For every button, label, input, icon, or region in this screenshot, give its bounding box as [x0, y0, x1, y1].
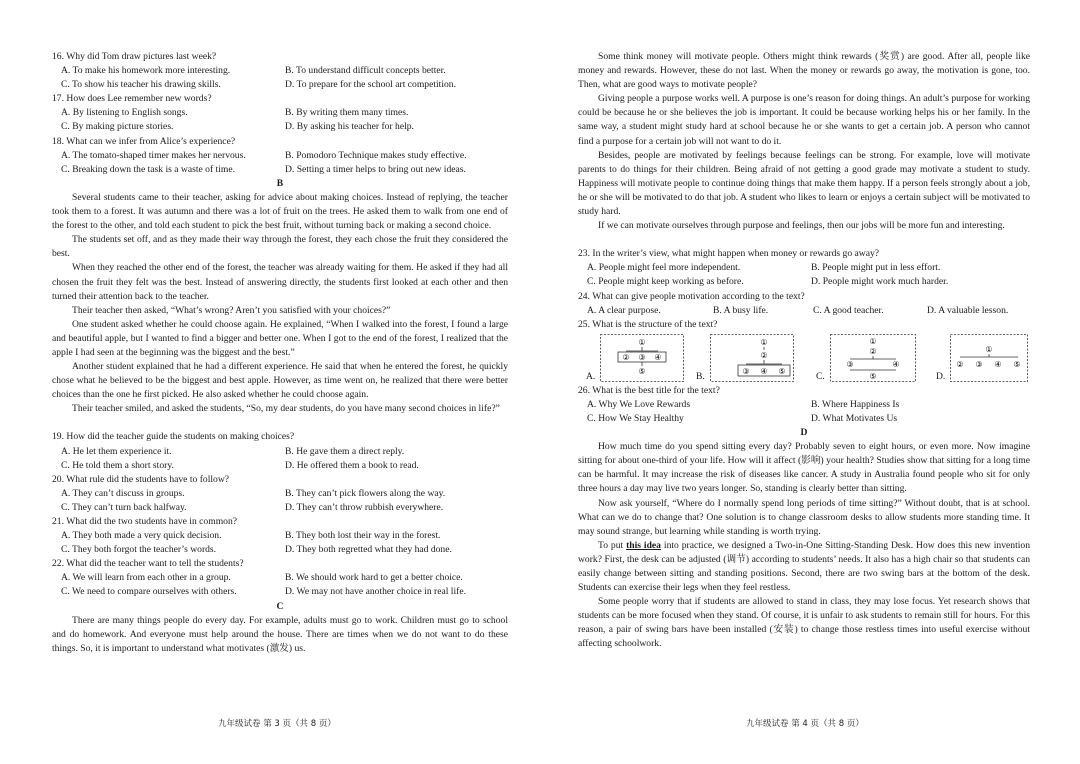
option-d[interactable]: D. They can’t throw rubbish everywhere.	[285, 501, 444, 513]
option-d[interactable]: D. What Motivates Us	[811, 412, 898, 424]
structure-option-d[interactable]	[936, 334, 1030, 384]
part-1: ①	[985, 344, 993, 354]
question-17	[52, 92, 508, 134]
structure-option-b[interactable]	[696, 334, 806, 384]
right-column	[578, 50, 1030, 652]
option-b[interactable]: B. To understand difficult concepts better.	[285, 65, 446, 77]
question-20	[52, 473, 508, 515]
question-25	[578, 318, 1030, 384]
part-4: ④	[892, 359, 900, 369]
part-4: ④	[994, 359, 1002, 369]
option-d[interactable]: D. To prepare for the school art competition.	[285, 79, 456, 91]
question-stem: 20. What rule did the students have to follow?	[52, 473, 230, 485]
part-2: ②	[869, 346, 877, 356]
option-a[interactable]: A. By listening to English songs.	[61, 107, 188, 119]
structure-diagram-a	[600, 334, 684, 382]
structure-diagram-d	[950, 334, 1028, 382]
option-c[interactable]: C. He told them a short story.	[61, 459, 174, 471]
passage-paragraph: Some think money will motivate people. Others might think rewards (奖赏) are good. After all, people like money and rewards. However, these do not last. When the money or rewards go away, the motivation is gone, too. Then, what are good ways to motivate people?	[578, 51, 1030, 91]
question-stem: 16. Why did Tom draw pictures last week?	[52, 51, 217, 62]
option-c[interactable]: C. To show his teacher his drawing skills.	[61, 79, 221, 91]
section-heading-c: C	[276, 600, 284, 612]
option-b[interactable]: B. He gave them a direct reply.	[285, 445, 405, 457]
option-d[interactable]: D. They both regretted what they had done.	[285, 544, 452, 556]
option-c[interactable]: C. They can’t turn back halfway.	[61, 501, 187, 513]
question-23	[578, 247, 1030, 289]
passage-paragraph: One student asked whether he could choose again. He explained, “When I walked into the forest, I found a large and beautiful apple, but I wanted to find a bigger and better one. When I got to the end of the forest, I realized that the apple I had seen at the beginning was the biggest and the best.”	[52, 318, 508, 358]
passage-paragraph: If we can motivate ourselves through purpose and feelings, then our jobs will be more fun and interesting.	[598, 220, 1005, 232]
passage-paragraph: Giving people a purpose works well. A purpose is one’s reason for doing things. An adult’s purpose for working could be because he or she believes the job is important. It could be because working helps his or her family. In the same way, a student might study hard at school because he or she wants to get a certain job. A person who cannot find a purpose for a certain job will not want to do it.	[578, 93, 1030, 147]
option-c[interactable]: C. They both forgot the teacher’s words.	[61, 544, 217, 556]
option-d[interactable]: D. We may not have another choice in real life.	[285, 586, 466, 598]
question-stem: 19. How did the teacher guide the students on making choices?	[52, 431, 295, 443]
option-b[interactable]: B. We should work hard to get a better choice.	[285, 572, 463, 584]
question-16	[52, 50, 508, 92]
question-22	[52, 557, 508, 599]
question-19	[52, 430, 508, 472]
option-a[interactable]: A. We will learn from each other in a group.	[61, 572, 231, 584]
part-5: ⑤	[1013, 359, 1021, 369]
part-1: ①	[638, 337, 646, 347]
part-2: ②	[622, 352, 630, 362]
option-b[interactable]: B. People might put in less effort.	[811, 262, 941, 274]
option-a[interactable]: A. To make his homework more interesting.	[61, 65, 231, 77]
passage-d	[578, 440, 1030, 651]
passage-paragraph: Some people worry that if students are allowed to stand in class, they may lose focus. Yet research shows that students can be more focused when they stand. Of course, it is unfair to ask students to remain still for hours. For this reason, a pair of swing bars have been installed (安装) to change those restless times into useful exercise without affecting schoolwork.	[578, 596, 1030, 650]
left-column	[52, 50, 508, 656]
text-run: into practice, we designed a Two-in-One Sitting-Standing Desk. How does this new invention work? First, the desk can be adjusted (调节) according to students’ needs. It also has a high chair so that students can easily change between sitting and standing positions. Second, there are two swing bars at the bottom of the desk. Students can exercise their legs when they feel restless.	[578, 539, 1030, 594]
passage-c-intro: There are many things people do every day. For example, adults must go to work. Children must go to school and do homework. And everyone must help around the house. There are times when we do not want to do these things. So, it is important to understand what motivates (激发) us.	[52, 614, 508, 654]
question-stem: 24. What can give people motivation according to the text?	[578, 290, 805, 302]
option-a[interactable]: A. Why We Love Rewards	[587, 398, 691, 410]
passage-paragraph: When they reached the other end of the forest, the teacher was already waiting for them. He asked if they had all chosen the fruit they felt was the best. Instead of answering directly, the students first looked at each other and then turned their attention back to the teacher.	[52, 262, 508, 302]
question-stem: 22. What did the teacher want to tell the students?	[52, 558, 244, 570]
text-run: To put	[598, 539, 627, 551]
option-b[interactable]: B. A busy life.	[713, 304, 769, 316]
part-3: ③	[742, 366, 750, 376]
page-footer-left: 九年级试卷 第 3 页（共 8 页）	[218, 719, 336, 729]
emphasized-phrase: this idea	[626, 539, 661, 551]
option-a[interactable]: A. A clear purpose.	[587, 304, 661, 316]
option-b[interactable]: B. Where Happiness Is	[811, 398, 900, 410]
page-footer-right: 九年级试卷 第 4 页（共 8 页）	[746, 719, 864, 729]
passage-c-continued	[578, 50, 1030, 233]
option-c[interactable]: C. People might keep working as before.	[587, 276, 744, 288]
question-21	[52, 515, 508, 557]
part-5: ⑤	[869, 371, 877, 381]
option-label: A.	[586, 370, 596, 382]
question-stem: 17. How does Lee remember new words?	[52, 93, 212, 105]
passage-paragraph: Another student explained that he had a different experience. He said that when he entered the forest, he quickly chose what he believed to be the biggest and best apple. However, as time went on, he realized that there were better choices than the one he first picked. He also asked whether he could choose again.	[52, 361, 508, 401]
section-heading-b: B	[276, 177, 284, 189]
structure-option-c[interactable]	[816, 334, 926, 384]
question-stem: 23. In the writer’s view, what might happen when money or rewards go away?	[578, 248, 880, 260]
passage-b	[52, 191, 508, 417]
passage-paragraph: Besides, people are motivated by feelings because feelings can be strong. For example, love will motivate parents to do things for their children. Being afraid of not getting a good grade may motivate a student to study. Happiness will motivate people to continue doing things that make them happy. If a person feels strongly about a job, he or she will be motivated to do that job. A student who likes to learn or enjoys a certain subject will be motivated to study hard.	[578, 149, 1030, 218]
option-b[interactable]: B. They can’t pick flowers along the way.	[285, 487, 446, 499]
passage-paragraph: How much time do you spend sitting every day? Probably seven to eight hours, or even more. Now imagine sitting for about one-third of your life. How will it affect (影响) your health? Studies show that sitting for a long time can be harmful. It may increase the risk of diseases like cancer. A study in Australia found people who sit for only three hours a day may live two years longer. So, standing is clearly better than sitting.	[578, 441, 1030, 495]
passage-paragraph: Several students came to their teacher, asking for advice about making choices. Instead of replying, the teacher took them to a forest. It was autumn and there was a lot of fruit on the trees. He asked them to walk from one end of the forest to the other, and told each student to pick the best fruit, without turning back or making a second choice.	[52, 191, 508, 232]
structure-diagrams	[578, 332, 1030, 384]
part-1: ①	[869, 336, 877, 346]
option-b[interactable]: B. Pomodoro Technique makes study effective.	[285, 149, 467, 161]
part-3: ③	[638, 352, 646, 362]
option-a[interactable]: A. They both made a very quick decision.	[61, 530, 222, 542]
part-3: ③	[846, 359, 854, 369]
passage-paragraph: Their teacher smiled, and asked the students, “So, my dear students, do you have many second choices in life?”	[72, 403, 500, 415]
question-24	[578, 290, 1030, 318]
part-3: ③	[975, 359, 983, 369]
question-stem: 18. What can we infer from Alice’s experience?	[52, 135, 236, 147]
option-label: B.	[696, 370, 705, 382]
option-label: D.	[936, 370, 946, 382]
structure-diagram-b	[710, 334, 794, 382]
structure-option-a[interactable]	[586, 334, 696, 384]
passage-paragraph	[578, 539, 1030, 595]
option-a[interactable]: A. He let them experience it.	[61, 445, 172, 457]
question-26	[578, 384, 1030, 426]
option-a[interactable]: A. The tomato-shaped timer makes her nervous.	[61, 149, 246, 161]
option-d[interactable]: D. A valuable lesson.	[927, 304, 1009, 316]
passage-paragraph: The students set off, and as they made their way through the forest, they each chose the fruit they considered the best.	[52, 234, 508, 260]
structure-diagram-c	[830, 334, 916, 382]
passage-paragraph: Their teacher then asked, “What’s wrong? Aren’t you satisfied with your choices?”	[72, 304, 391, 316]
option-a[interactable]: A. They can’t discuss in groups.	[61, 487, 185, 499]
option-c[interactable]: C. We need to compare ourselves with others.	[61, 586, 237, 598]
passage-paragraph: Now ask yourself, “Where do I normally spend long periods of time sitting?” Without doubt, that is at school. What can we do to change that? One solution is to change classroom desks to allow students more standing time. It may sound strange, but learning while standing is worth trying.	[578, 497, 1030, 537]
option-d[interactable]: D. By asking his teacher for help.	[285, 121, 414, 133]
option-b[interactable]: B. They both lost their way in the forest.	[285, 530, 441, 542]
question-stem: 25. What is the structure of the text?	[578, 318, 718, 330]
option-b[interactable]: B. By writing them many times.	[285, 107, 409, 119]
part-1: ①	[760, 337, 768, 347]
option-d[interactable]: D. He offered them a book to read.	[285, 459, 419, 471]
option-c[interactable]: C. How We Stay Healthy	[587, 412, 684, 424]
part-5: ⑤	[638, 366, 646, 376]
option-a[interactable]: A. People might feel more independent.	[587, 262, 741, 274]
option-c[interactable]: C. A good teacher.	[813, 304, 884, 316]
section-heading-d: D	[800, 427, 808, 439]
option-c[interactable]: C. By making picture stories.	[61, 121, 174, 133]
option-d[interactable]: D. People might work much harder.	[811, 276, 949, 288]
part-4: ④	[760, 366, 768, 376]
part-5: ⑤	[778, 366, 786, 376]
question-stem: 26. What is the best title for the text?	[578, 384, 720, 396]
option-label: C.	[816, 370, 825, 382]
option-c[interactable]: C. Breaking down the task is a waste of time.	[61, 163, 235, 175]
part-2: ②	[760, 350, 768, 360]
option-d[interactable]: D. Setting a timer helps to bring out new ideas.	[285, 163, 466, 175]
part-2: ②	[956, 359, 964, 369]
question-stem: 21. What did the two students have in common?	[52, 516, 238, 527]
question-18	[52, 135, 508, 177]
part-4: ④	[654, 352, 662, 362]
